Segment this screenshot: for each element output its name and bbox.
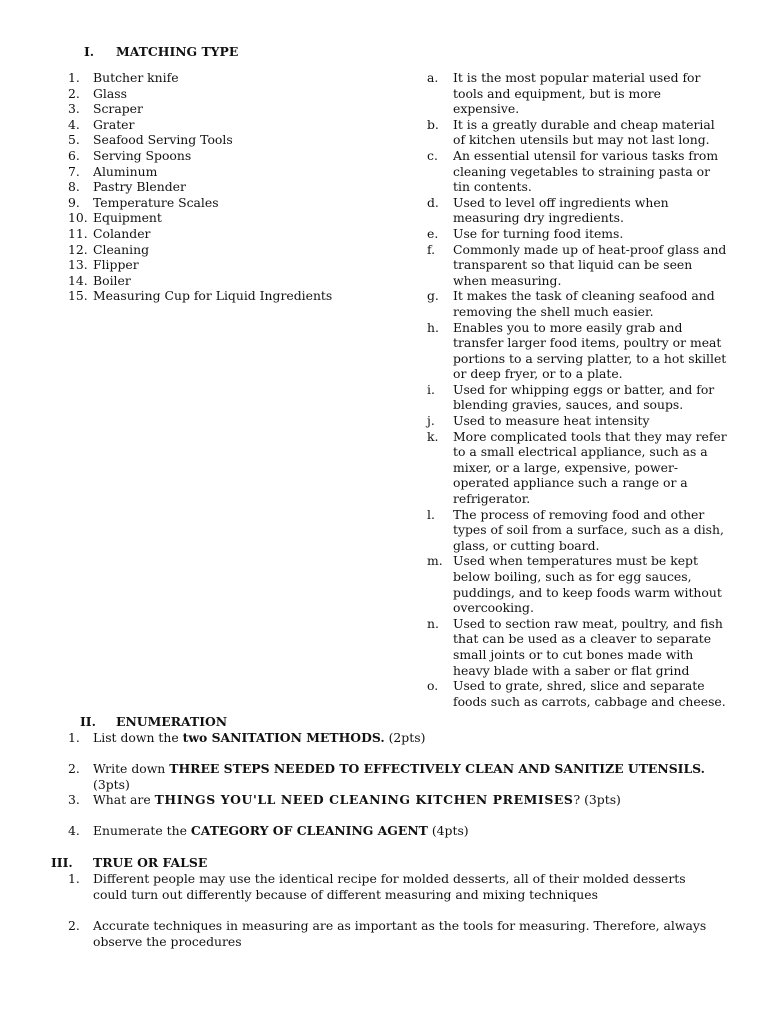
list-item: 15. Measuring Cup for Liquid Ingredients <box>68 288 333 304</box>
list-item: m. Used when temperatures must be kept below boiling, such as for egg sauces, puddings, and to keep foods warm without overcooking. <box>427 553 722 616</box>
list-item: i. Used for whipping eggs or batter, and for blending gravies, sauces, and soups. <box>427 381 715 413</box>
section-2-numeral: II. <box>80 714 96 729</box>
list-item: 9. Temperature Scales <box>68 194 219 210</box>
section-2-title: ENUMERATION <box>116 714 228 729</box>
section-2-heading <box>80 714 228 730</box>
question-item: 1. Different people may use the identical recipe for molded desserts, all of their molded desserts could turn out differently because of different measuring and mixing techniques <box>68 871 686 902</box>
matching-items-list <box>68 70 418 304</box>
list-item: 13. Flipper <box>68 257 139 273</box>
question-item: 4. Enumerate the CATEGORY OF CLEANING AGENT (4pts) <box>68 823 469 838</box>
section-3-title: TRUE OR FALSE <box>93 855 208 870</box>
enumeration-questions <box>68 730 728 854</box>
list-item: 7. Aluminum <box>68 163 158 179</box>
section-1-numeral: I. <box>84 44 95 59</box>
list-item: 12. Cleaning <box>68 241 150 257</box>
list-item: e. Use for turning food items. <box>427 225 624 241</box>
list-item: 5. Seafood Serving Tools <box>68 132 233 148</box>
list-item: b. It is a greatly durable and cheap material of kitchen utensils but may not last long. <box>427 116 715 148</box>
list-item: f. Commonly made up of heat-proof glass and transparent so that liquid can be seen when measuring. <box>427 241 727 288</box>
question-item: 1. List down the two SANITATION METHODS. (2pts) <box>68 730 426 745</box>
list-item: 4. Grater <box>68 116 135 132</box>
list-item: 14. Boiler <box>68 272 131 288</box>
list-item: h. Enables you to more easily grab and transfer larger food items, poultry or meat portions to a serving platter, to a hot skillet or deep fryer, or to a plate. <box>427 319 727 382</box>
question-item: 3. What are THINGS YOU'LL NEED CLEANING KITCHEN PREMISES? (3pts) <box>68 792 621 807</box>
list-item: 1. Butcher knife <box>68 70 179 85</box>
list-item: 6. Serving Spoons <box>68 147 192 163</box>
list-item: 8. Pastry Blender <box>68 179 186 195</box>
list-item: o. Used to grate, shred, slice and separate foods such as carrots, cabbage and cheese. <box>427 678 726 709</box>
list-item: 2. Glass <box>68 85 127 101</box>
section-3-numeral: III. <box>51 855 73 870</box>
list-item: j. Used to measure heat intensity <box>427 413 650 429</box>
list-item: 3. Scraper <box>68 101 143 117</box>
question-item: 2. Accurate techniques in measuring are as important as the tools for measuring. Therefore, always observe the procedures <box>68 918 707 949</box>
list-item: d. Used to level off ingredients when measuring dry ingredients. <box>427 194 669 226</box>
section-3-heading <box>51 855 208 871</box>
matching-definitions-list <box>427 70 727 709</box>
list-item: 10. Equipment <box>68 210 162 226</box>
list-item: g. It makes the task of cleaning seafood and removing the shell much easier. <box>427 288 715 319</box>
list-item: c. An essential utensil for various tasks from cleaning vegetables to straining pasta or tin contents. <box>427 147 719 195</box>
list-item: n. Used to section raw meat, poultry, and fish that can be used as a cleaver to separate small joints or to cut bones made with heavy blade with a saber or flat grind <box>427 615 723 678</box>
question-item: 2. Write down THREE STEPS NEEDED TO EFFECTIVELY CLEAN AND SANITIZE UTENSILS. (3pts) <box>68 761 705 792</box>
list-item: k. More complicated tools that they may refer to a small electrical appliance, such as a mixer, or a large, expensive, power-operated appliance such a range or a refrigerator. <box>427 428 727 507</box>
list-item: l. The process of removing food and other types of soil from a surface, such as a dish, glass, or cutting board. <box>427 506 724 553</box>
section-1-heading <box>84 44 239 60</box>
true-false-questions <box>68 871 708 949</box>
section-1-title: MATCHING TYPE <box>116 44 239 59</box>
list-item: a. It is the most popular material used for tools and equipment, but is more expensive. <box>427 70 701 117</box>
list-item: 11. Colander <box>68 225 151 241</box>
